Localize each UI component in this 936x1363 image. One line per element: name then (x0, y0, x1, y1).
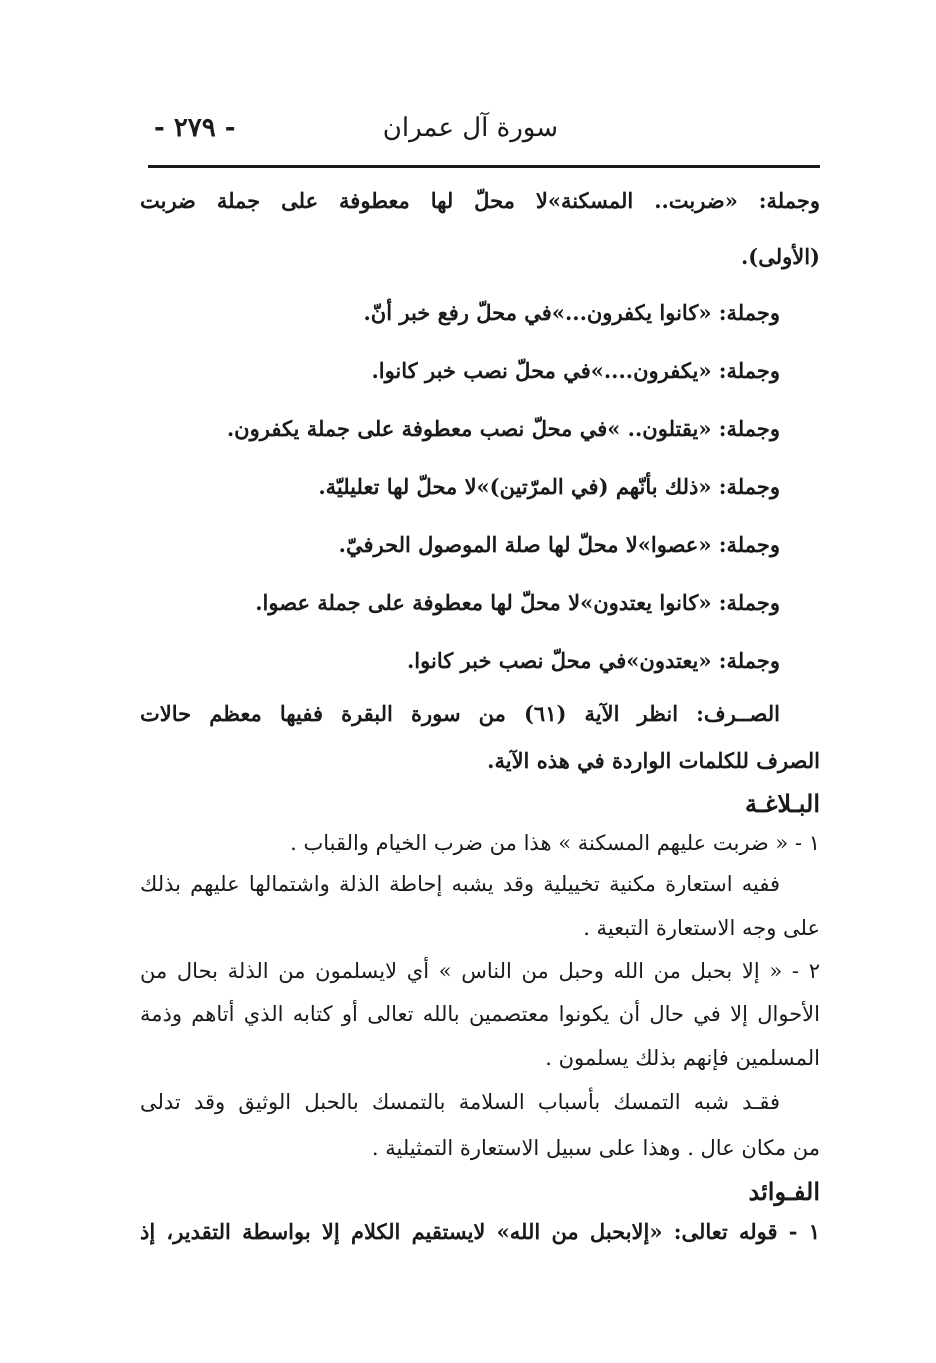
balagha-line: ٢ - « إلا بحبل من الله وحبل من الناس » أي لايسلمون من الذلة بحال من (140, 959, 820, 983)
fawaid-heading: الفـوائد (748, 1177, 820, 1206)
balagha-line: فقـد شبه التمسك بأسباب السلامة بالتمسك بالحبل الوثيق وقد تدلى (140, 1090, 780, 1114)
sarf-text: انظر الآية (٦١) من سورة البقرة ففيها معظم حالات (140, 701, 679, 726)
irab-line: وجملة: «يقتلون.. »في محلّ نصب معطوفة على جملة يكفرون. (226, 416, 780, 441)
balagha-line: ففيه استعارة مكنية تخييلية وقد يشبه إحاطة الذلة واشتمالها عليهم بذلك (140, 872, 780, 896)
irab-line: وجملة: «ذلك بأنّهم (في المرّتين)»لا محلّ لها تعليليّة. (318, 474, 780, 499)
fawaid-section (140, 1172, 820, 1252)
irab-line: وجملة: «كانوا يعتدون»لا محلّ لها معطوفة على جملة عصوا. (255, 590, 780, 615)
fawaid-line: ١ - قوله تعالى: «إلابحبل من الله» لايستقيم الكلام إلا بواسطة التقدير، إذ (140, 1219, 820, 1244)
irab-line: وجملة: «كانوا يكفرون...»في محلّ رفع خبر أنّ. (363, 300, 780, 325)
page-body (140, 172, 820, 1252)
balagha-section (140, 784, 820, 1172)
sarf-label: الصــرف: (696, 701, 780, 726)
irab-line: وجملة: «ضربت.. المسكنة»لا محلّ لها معطوفة على جملة ضربت (140, 188, 820, 213)
balagha-line: من مكان عال . وهذا على سبيل الاستعارة التمثيلية . (371, 1136, 820, 1160)
running-title: سورة آل عمران (382, 113, 558, 143)
book-page (140, 100, 820, 1320)
page-number: - ٢٧٩ - (154, 113, 236, 143)
balagha-heading: البـلاغـة (744, 789, 820, 818)
balagha-line: الأحوال إلا في حال أن يكونوا معتصمين بالله تعالى أو كتابه الذي أتاهم وذمة (140, 1002, 820, 1026)
balagha-line: المسلمين فإنهم بذلك يسلمون . (545, 1046, 820, 1070)
irab-line: وجملة: «عصوا»لا محلّ لها صلة الموصول الحرفيّ. (338, 532, 780, 557)
balagha-line: ١ - « ضربت عليهم المسكنة » هذا من ضرب الخيام والقباب . (290, 831, 820, 855)
page-header (140, 110, 820, 150)
sarf-line: الصرف للكلمات الواردة في هذه الآية. (487, 748, 820, 773)
sarf-section (140, 690, 820, 784)
balagha-line: على وجه الاستعارة التبعية . (583, 916, 820, 940)
irab-line: وجملة: «يعتدون»في محلّ نصب خبر كانوا. (407, 648, 780, 673)
irab-line: (الأولى). (740, 244, 820, 269)
sarf-line (140, 690, 820, 738)
header-rule (148, 165, 820, 168)
irab-section (140, 172, 820, 690)
irab-line: وجملة: «يكفرون....»في محلّ نصب خبر كانوا. (371, 358, 780, 383)
